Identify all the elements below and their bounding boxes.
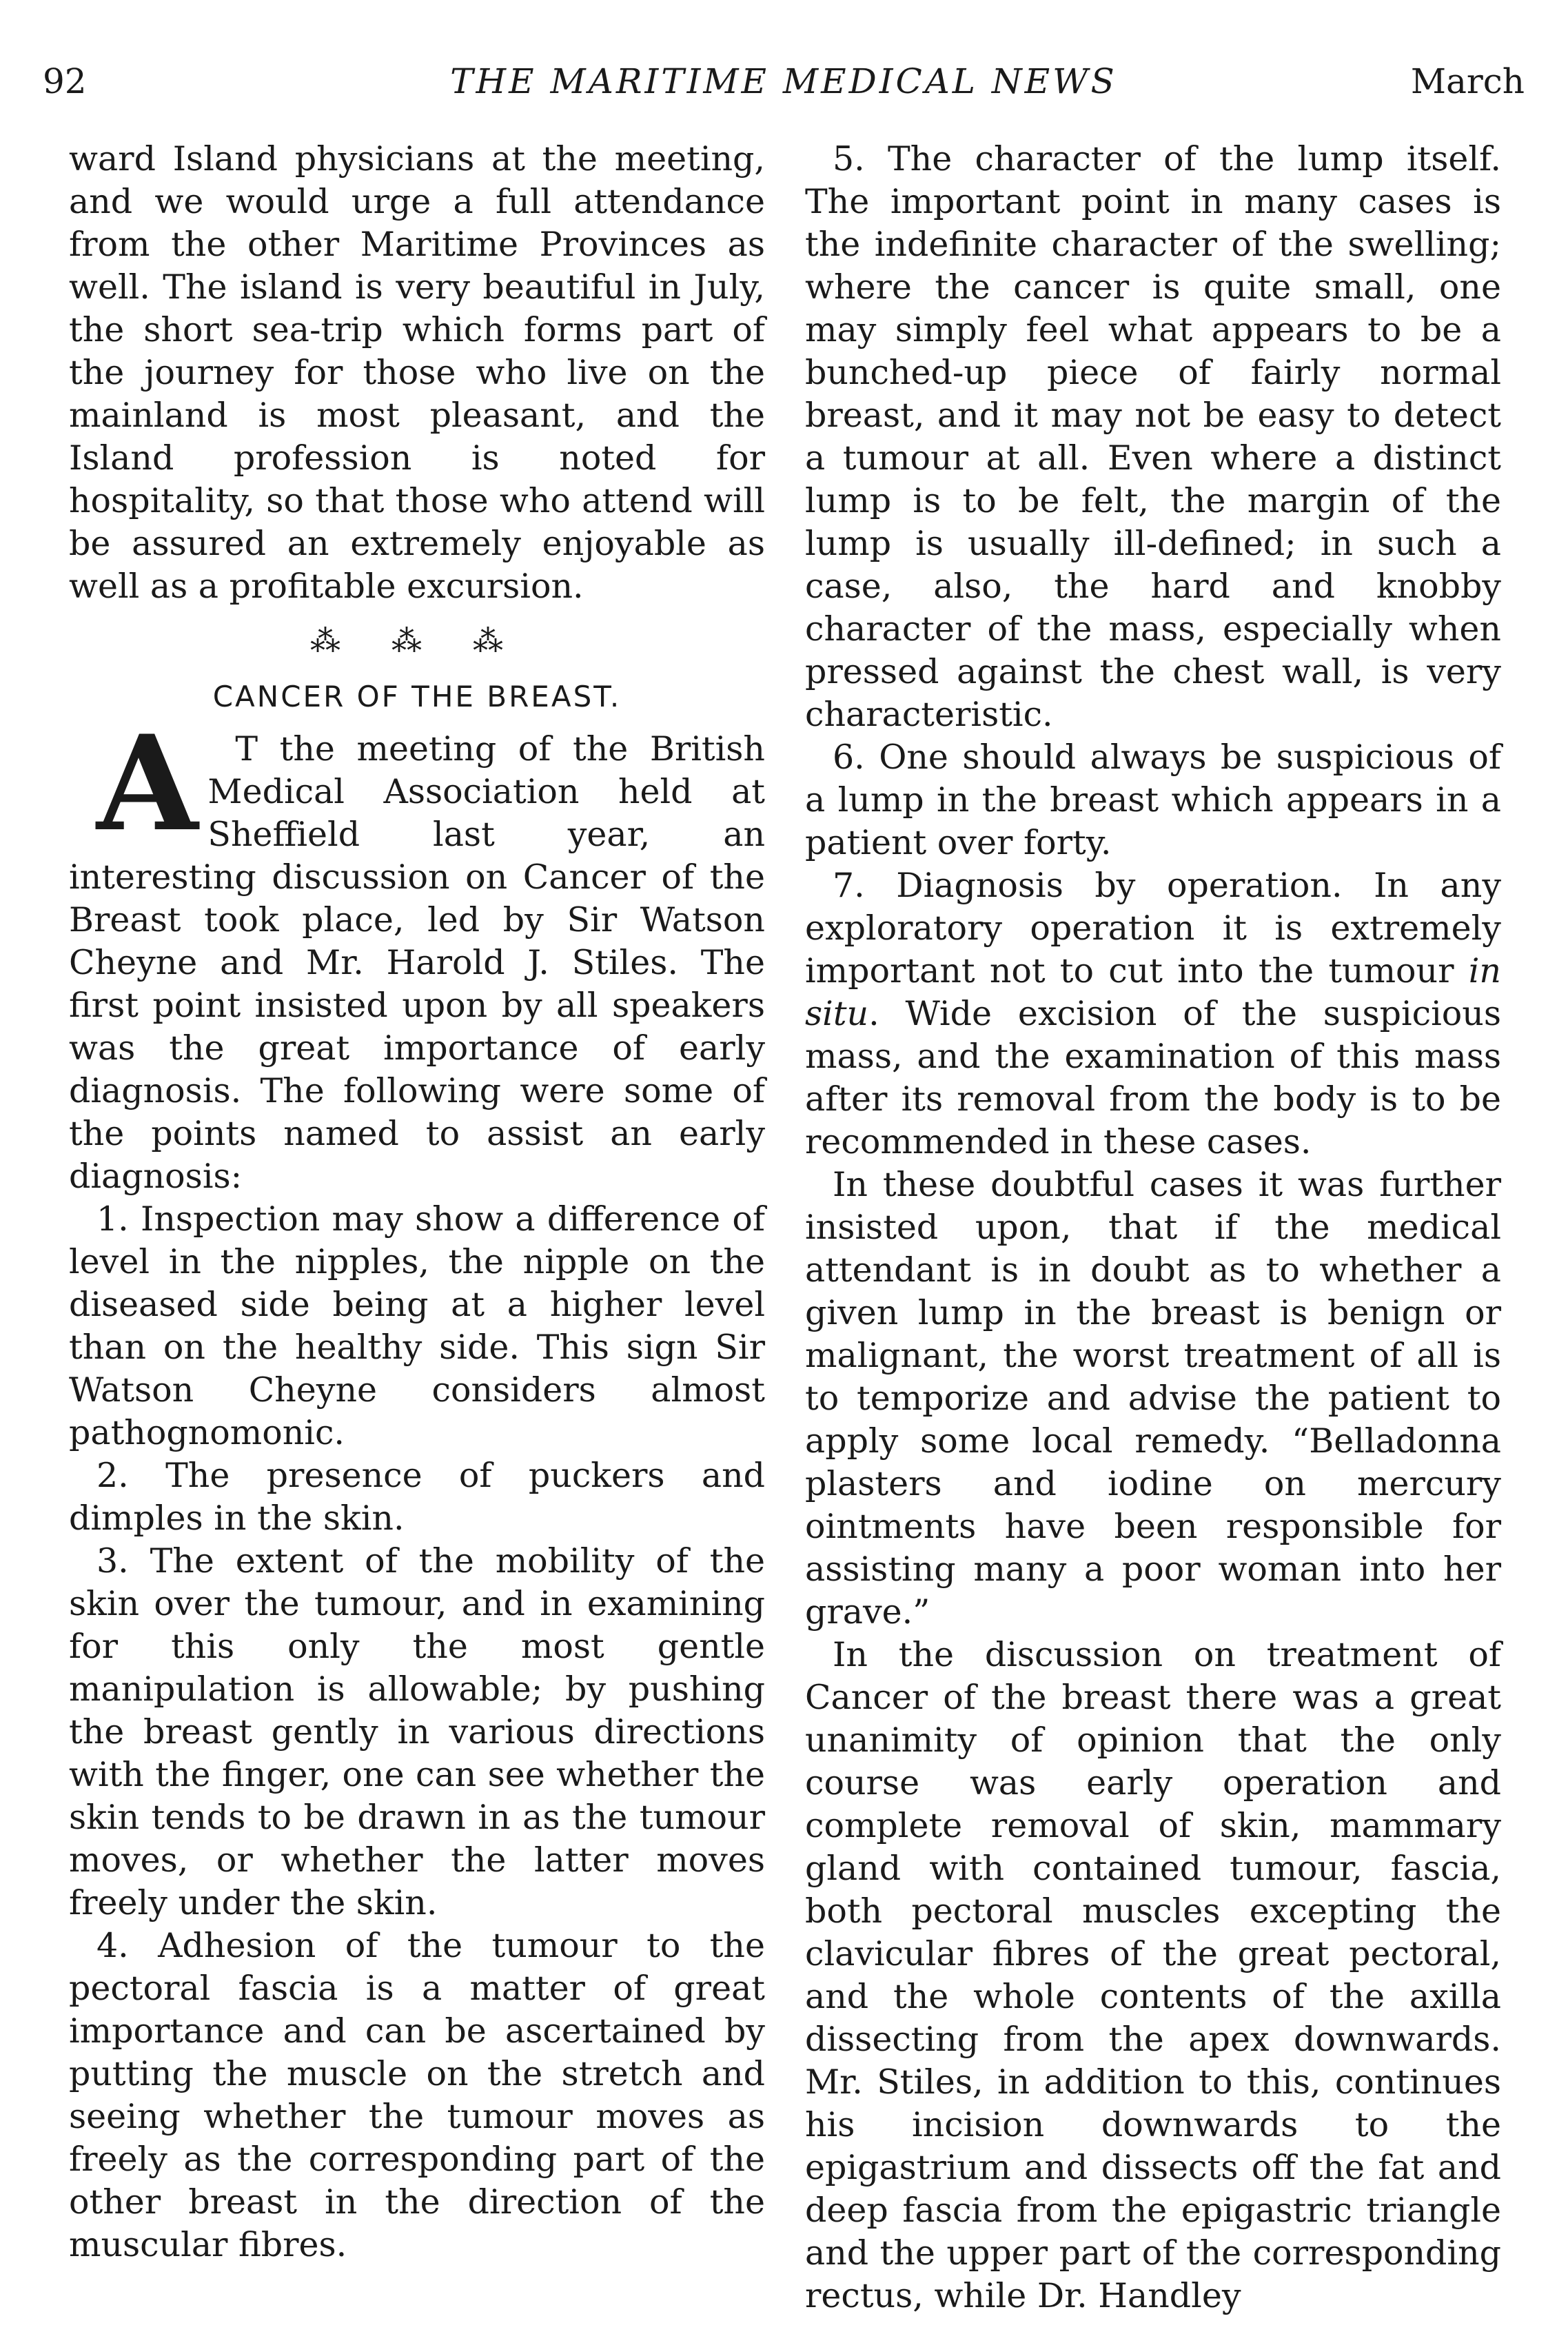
intro-text: the meeting of the British Medical Association held at Sheffield last year, an interesting discussion on Cancer of the Breast took place, led by Sir Watson Cheyne and Mr. Harold J. Stiles. The first point insisted upon by all speakers was the great importance of early diagnosis. The following were some of the points named to assist an early diagnosis: (69, 729, 765, 1196)
doubtful-cases-paragraph: In these doubtful cases it was further insisted upon, that if the medical attendant is in doubt as to whether a given lump in the breast is benign or malignant, the worst treatment of all is to temporize and advise the patient to apply some local remedy. “Belladonna plasters and iodine on mercury ointments have been responsible for assisting many a poor woman into her grave.” (805, 1165, 1501, 1632)
diagnosis-point-4: 4. Adhesion of the tumour to the pectoral fascia is a matter of great importance and can be ascertained by putting the muscle on the stretch and seeing whether the tumour moves as freely as the corresponding part of the other breast in the direction of the muscular fibres. (69, 1926, 765, 2264)
diagnosis-point-2: 2. The presence of puckers and dimples in the skin. (69, 1456, 765, 1538)
diagnosis-point-7 (805, 864, 1501, 1164)
journal-title: THE MARITIME MEDICAL NEWS (450, 61, 1117, 101)
point-7-italic: in situ (805, 951, 1501, 1033)
diagnosis-point-3: 3. The extent of the mobility of the skin over the tumour, and in examining for this only the most gentle manipulation is allowable; by pushing the breast gently in various directions with the finger, one can see whether the skin tends to be drawn in as the tumour moves, or whether the latter moves freely under the skin. (69, 1541, 765, 1922)
diagnosis-point-1: 1. Inspection may show a difference of level in the nipples, the nipple on the diseased side being at a higher level than on the healthy side. This sign Sir Watson Cheyne considers almost pathognomonic. (69, 1199, 765, 1452)
section-ornament: ⁂ ⁂ ⁂ (310, 624, 524, 659)
left-column (69, 138, 765, 2266)
intro-paragraph (69, 707, 765, 1198)
page-number: 92 (43, 61, 87, 101)
right-column (805, 138, 1501, 2317)
drop-cap: A (96, 707, 198, 860)
diagnosis-point-6: 6. One should always be suspicious of a lump in the breast which appears in a patient over forty. (805, 738, 1501, 862)
article-title: CANCER OF THE BREAST. (212, 680, 622, 713)
diagnosis-point-5: 5. The character of the lump itself. The important point in many cases is the indefinite character of the swelling; where the cancer is quite small, one may simply feel what appears to be a bunched-up piece of fairly normal breast, and it may not be easy to detect a tumour at all. Even where a distinct lump is to be felt, the margin of the lump is usually ill-defined; in such a case, also, the hard and knobby character of the mass, especially when pressed against the chest wall, is very characteristic. (805, 139, 1501, 734)
point-7-text-end: . Wide excision of the suspicious mass, and the examination of this mass after its removal from the body is to be recommended in these cases. (805, 994, 1501, 1161)
treatment-paragraph: In the discussion on treatment of Cancer of the breast there was a great unanimity of opinion that the only course was early operation and complete removal of skin, mammary gland with contained tumour, fascia, both pectoral muscles excepting the clavicular fibres of the great pectoral, and the whole contents of the axilla dissecting from the apex downwards. Mr. Stiles, in addition to this, continues his incision downwards to the epigastrium and dissects off the fat and deep fascia from the epigastric triangle and the upper part of the corresponding rectus, while Dr. Handley (805, 1635, 1501, 2315)
point-7-text-start: 7. Diagnosis by operation. In any exploratory operation it is extremely important not to cut into the tumour (805, 866, 1501, 991)
intro-lead-letter: T (235, 729, 258, 769)
issue-month: March (1410, 61, 1525, 101)
continuation-paragraph: ward Island physicians at the meeting, and we would urge a full attendance from the other Maritime Provinces as well. The island is very beautiful in July, the short sea-trip which forms part of the journey for those who live on the mainland is most pleasant, and the Island profession is noted for hospitality, so that those who attend will be assured an extremely enjoyable as well as a profitable excursion. (69, 139, 765, 606)
running-header (43, 54, 1525, 109)
